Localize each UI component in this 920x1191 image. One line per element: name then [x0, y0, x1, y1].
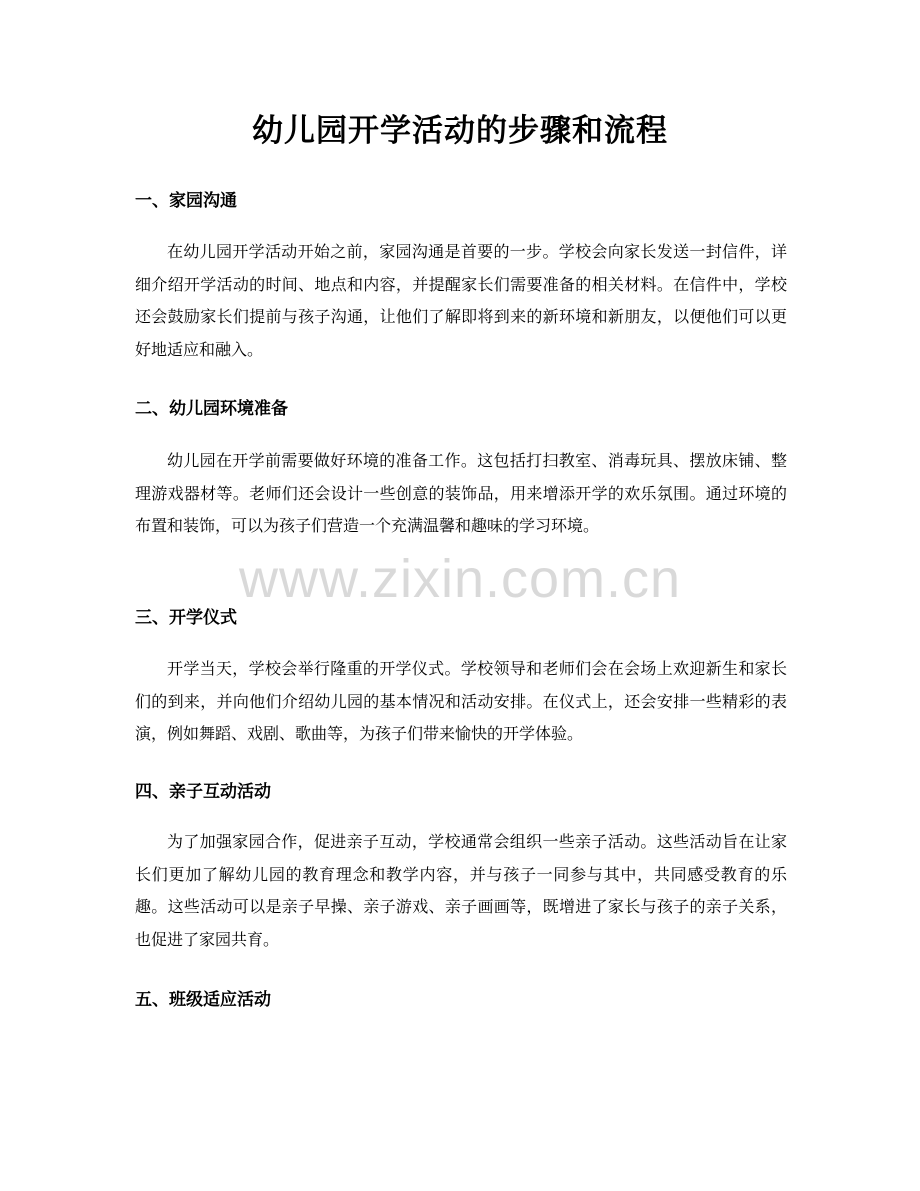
watermark: www.zixin.com.cn [238, 549, 682, 609]
section-heading-opening-ceremony: 三、开学仪式 [135, 608, 237, 628]
document-title: 幼儿园开学活动的步骤和流程 [252, 113, 668, 149]
section-body-home-school-communication: 在幼儿园开学活动开始之前，家园沟通是首要的一步。学校会向家长发送一封信件，详细介绍开学活动的时间、地点和内容，并提醒家长们需要准备的相关材料。在信件中，学校还会鼓励家长们提前与孩子沟通，让他们了解即将到来的新环境和新朋友，以便他们可以更好地适应和融入。 [135, 242, 787, 359]
section-body-parent-child-activities: 为了加强家园合作，促进亲子互动，学校通常会组织一些亲子活动。这些活动旨在让家长们更加了解幼儿园的教育理念和教学内容，并与孩子一同参与其中，共同感受教育的乐趣。这些活动可以是亲子早操、亲子游戏、亲子画画等，既增进了家长与孩子的亲子关系，也促进了家园共育。 [135, 832, 787, 949]
section-heading-class-adaptation: 五、班级适应活动 [135, 990, 271, 1010]
section-body-opening-ceremony: 开学当天，学校会举行隆重的开学仪式。学校领导和老师们会在会场上欢迎新生和家长们的到来，并向他们介绍幼儿园的基本情况和活动安排。在仪式上，还会安排一些精彩的表演，例如舞蹈、戏剧、歌曲等，为孩子们带来愉快的开学体验。 [135, 659, 787, 743]
section-heading-home-school-communication: 一、家园沟通 [135, 191, 237, 211]
section-heading-parent-child-activities: 四、亲子互动活动 [135, 782, 271, 802]
section-body-environment-preparation: 幼儿园在开学前需要做好环境的准备工作。这包括打扫教室、消毒玩具、摆放床铺、整理游戏器材等。老师们还会设计一些创意的装饰品，用来增添开学的欢乐氛围。通过环境的布置和装饰，可以为孩子们营造一个充满温馨和趣味的学习环境。 [135, 451, 787, 535]
section-heading-environment-preparation: 二、幼儿园环境准备 [135, 399, 288, 419]
